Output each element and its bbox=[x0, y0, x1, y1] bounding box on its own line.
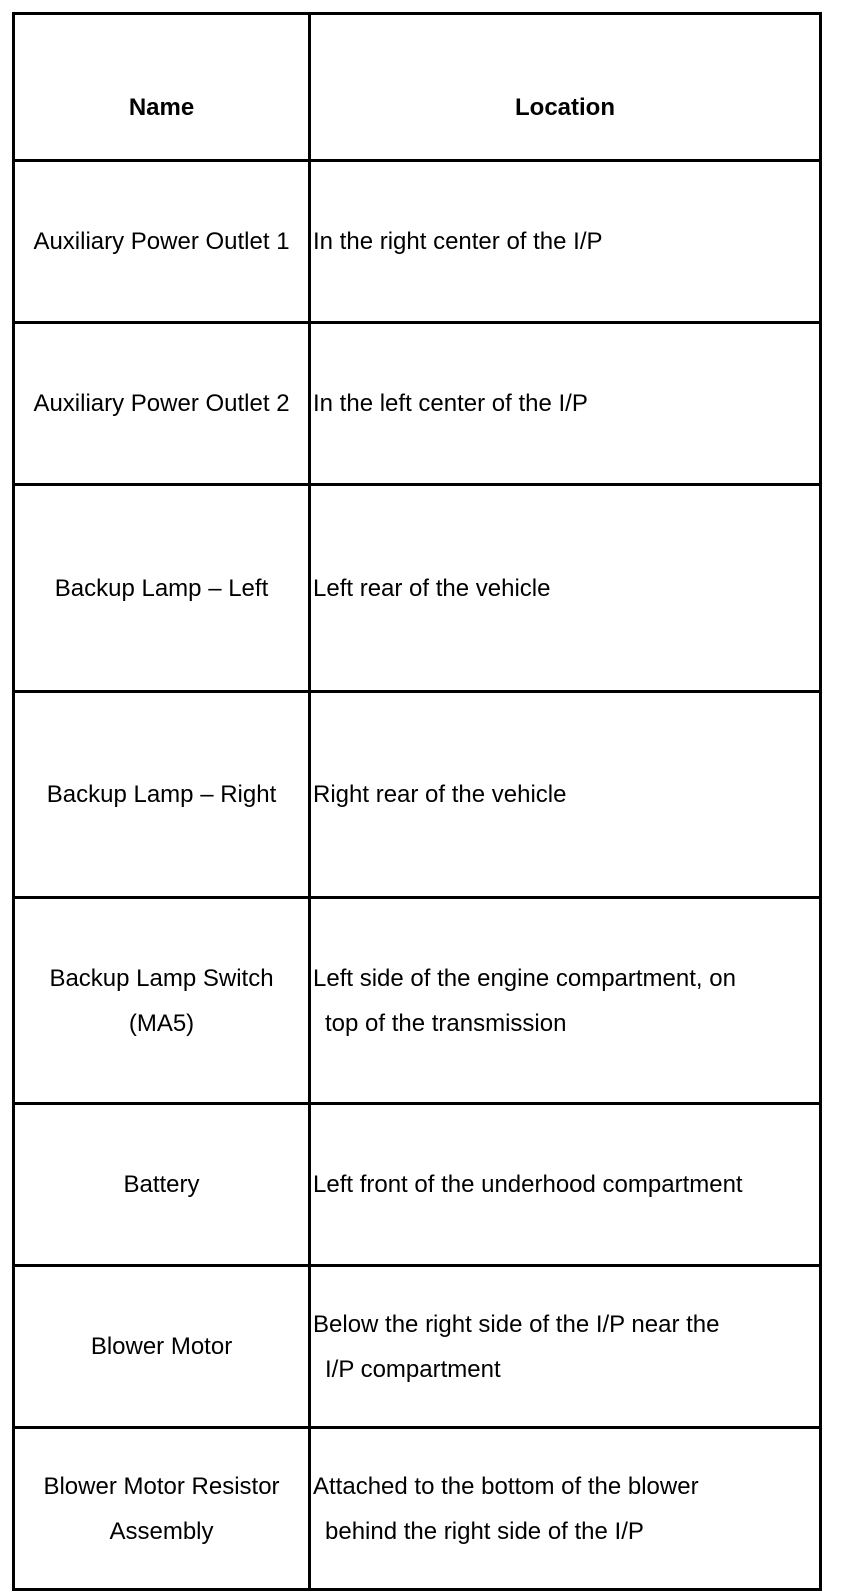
name-cell bbox=[14, 1104, 310, 1266]
component-location-table bbox=[12, 12, 822, 1591]
name-text: Blower Motor bbox=[90, 1333, 233, 1360]
table-row bbox=[14, 323, 821, 485]
name-cell bbox=[14, 485, 310, 692]
name-text: Blower Motor Resistor bbox=[43, 1472, 280, 1500]
location-cell bbox=[310, 1104, 821, 1266]
name-text: Auxiliary Power Outlet 2 bbox=[33, 390, 290, 417]
table-row bbox=[14, 898, 821, 1104]
location-cell bbox=[310, 1428, 821, 1590]
location-text: Attached to the bottom of the blower bbox=[313, 1472, 699, 1500]
location-text: Left side of the engine compartment, on bbox=[313, 964, 736, 992]
location-cell bbox=[310, 1266, 821, 1428]
location-cell bbox=[310, 485, 821, 692]
name-text-line-2: Assembly bbox=[109, 1517, 214, 1545]
name-column-header: Name bbox=[14, 14, 310, 161]
location-text: In the right center of the I/P bbox=[313, 228, 603, 255]
location-text: Left rear of the vehicle bbox=[313, 574, 551, 602]
name-cell bbox=[14, 1428, 310, 1590]
name-text: Auxiliary Power Outlet 1 bbox=[33, 228, 290, 255]
location-text-line-2: I/P compartment bbox=[325, 1355, 501, 1383]
name-text: Backup Lamp Switch bbox=[49, 964, 274, 992]
name-cell bbox=[14, 692, 310, 898]
location-text-line-2: behind the right side of the I/P bbox=[325, 1517, 644, 1545]
table-row bbox=[14, 1428, 821, 1590]
location-cell bbox=[310, 161, 821, 323]
location-text-line-2: top of the transmission bbox=[325, 1009, 567, 1037]
location-column-header: Location bbox=[310, 14, 821, 161]
name-cell bbox=[14, 161, 310, 323]
table-row bbox=[14, 161, 821, 323]
location-cell bbox=[310, 898, 821, 1104]
table-row bbox=[14, 1104, 821, 1266]
table-row bbox=[14, 1266, 821, 1428]
name-text-line-2: (MA5) bbox=[128, 1009, 195, 1037]
name-text: Battery bbox=[123, 1171, 200, 1198]
name-cell bbox=[14, 323, 310, 485]
name-text: Backup Lamp – Left bbox=[54, 574, 269, 602]
table-row bbox=[14, 485, 821, 692]
table-header-row bbox=[14, 14, 821, 161]
location-text: Left front of the underhood compartment bbox=[313, 1171, 743, 1198]
name-cell bbox=[14, 898, 310, 1104]
table-row bbox=[14, 692, 821, 898]
location-text: Right rear of the vehicle bbox=[313, 781, 567, 808]
location-text: Below the right side of the I/P near the bbox=[313, 1310, 720, 1338]
location-text: In the left center of the I/P bbox=[313, 390, 588, 417]
name-text: Backup Lamp – Right bbox=[46, 781, 277, 808]
location-cell bbox=[310, 692, 821, 898]
name-cell bbox=[14, 1266, 310, 1428]
location-cell bbox=[310, 323, 821, 485]
